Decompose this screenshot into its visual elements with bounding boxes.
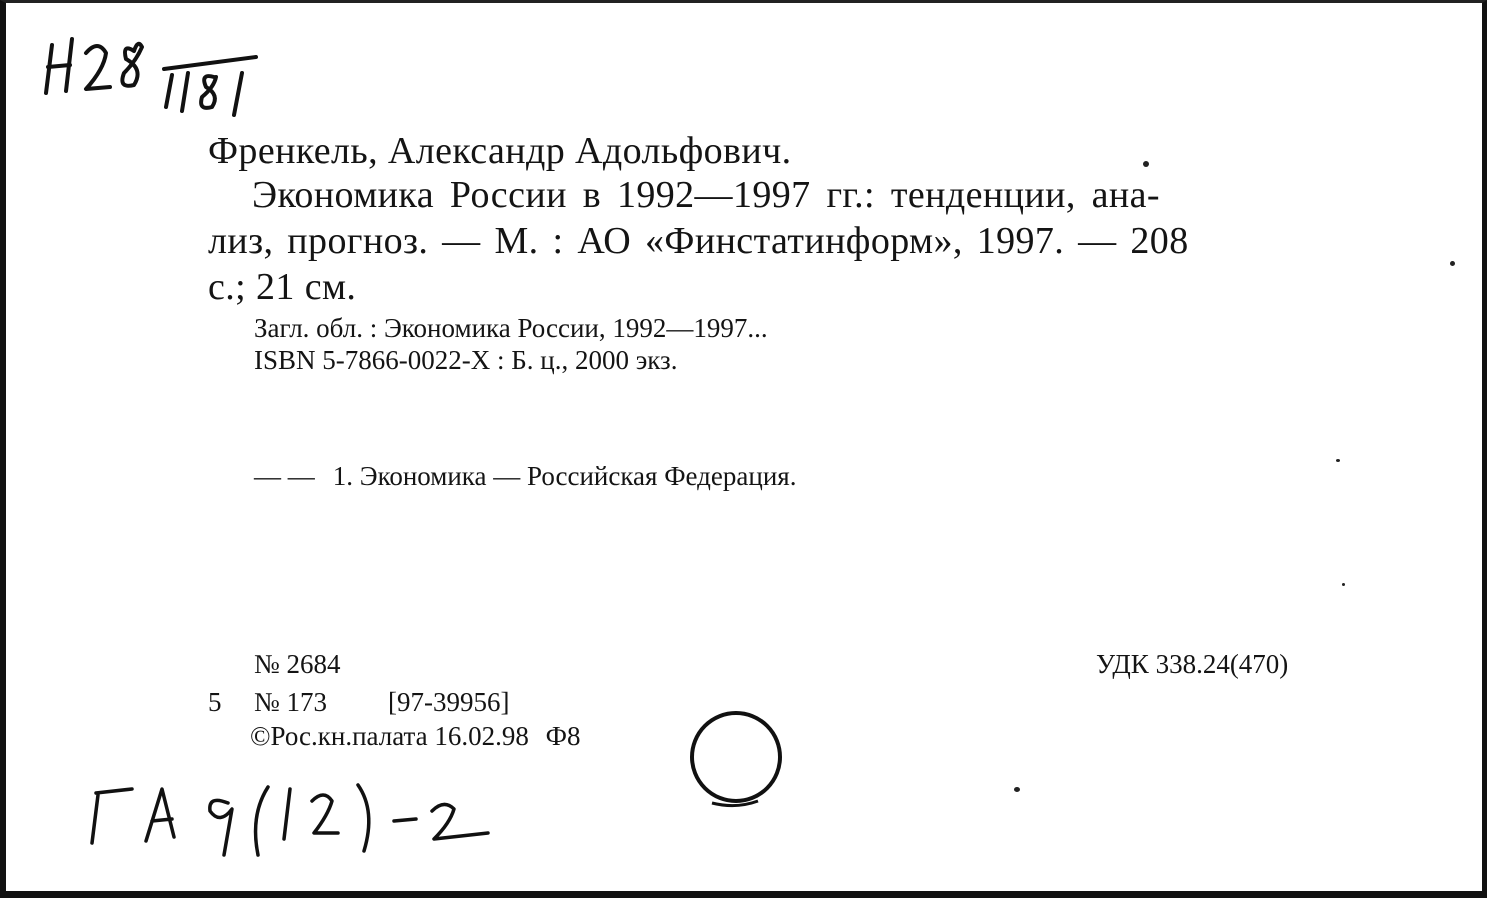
title-line-2: лиз, прогноз. — М. : АО «Финстатинформ», 1997. — 208 — [208, 220, 1189, 262]
register-number: [97-39956] — [388, 687, 510, 717]
isbn-line: ISBN 5-7866-0022-X : Б. ц., 2000 экз. — [254, 345, 678, 375]
scan-speck — [1450, 261, 1455, 266]
udc-index: УДК 338.24(470) — [1096, 649, 1289, 679]
author-heading: Френкель, Александр Адольфович. — [208, 130, 792, 172]
title-line-3: с.; 21 см. — [208, 266, 357, 308]
entry-number: № 173 — [254, 687, 328, 717]
handwritten-call-number — [6, 3, 526, 901]
scan-speck — [1143, 161, 1149, 167]
copyright-symbol: © — [250, 721, 271, 751]
record-number: № 2684 — [254, 649, 341, 679]
scan-speck — [1342, 583, 1345, 586]
scan-speck — [1014, 787, 1020, 792]
title-line-1: Экономика России в 1992—1997 гг.: тенденции, ана- — [252, 174, 1160, 216]
subject-dashes: — — — [254, 461, 315, 491]
copies-number: 5 — [208, 687, 222, 717]
scan-speck — [1336, 459, 1340, 462]
chamber-and-date: Рос.кн.палата 16.02.98 — [270, 721, 529, 751]
cover-title-note: Загл. обл. : Экономика России, 1992—1997... — [254, 313, 768, 343]
stamp-prefix: Ф8 — [545, 721, 581, 751]
subject-heading: 1. Экономика — Российская Федерация. — [332, 461, 797, 491]
